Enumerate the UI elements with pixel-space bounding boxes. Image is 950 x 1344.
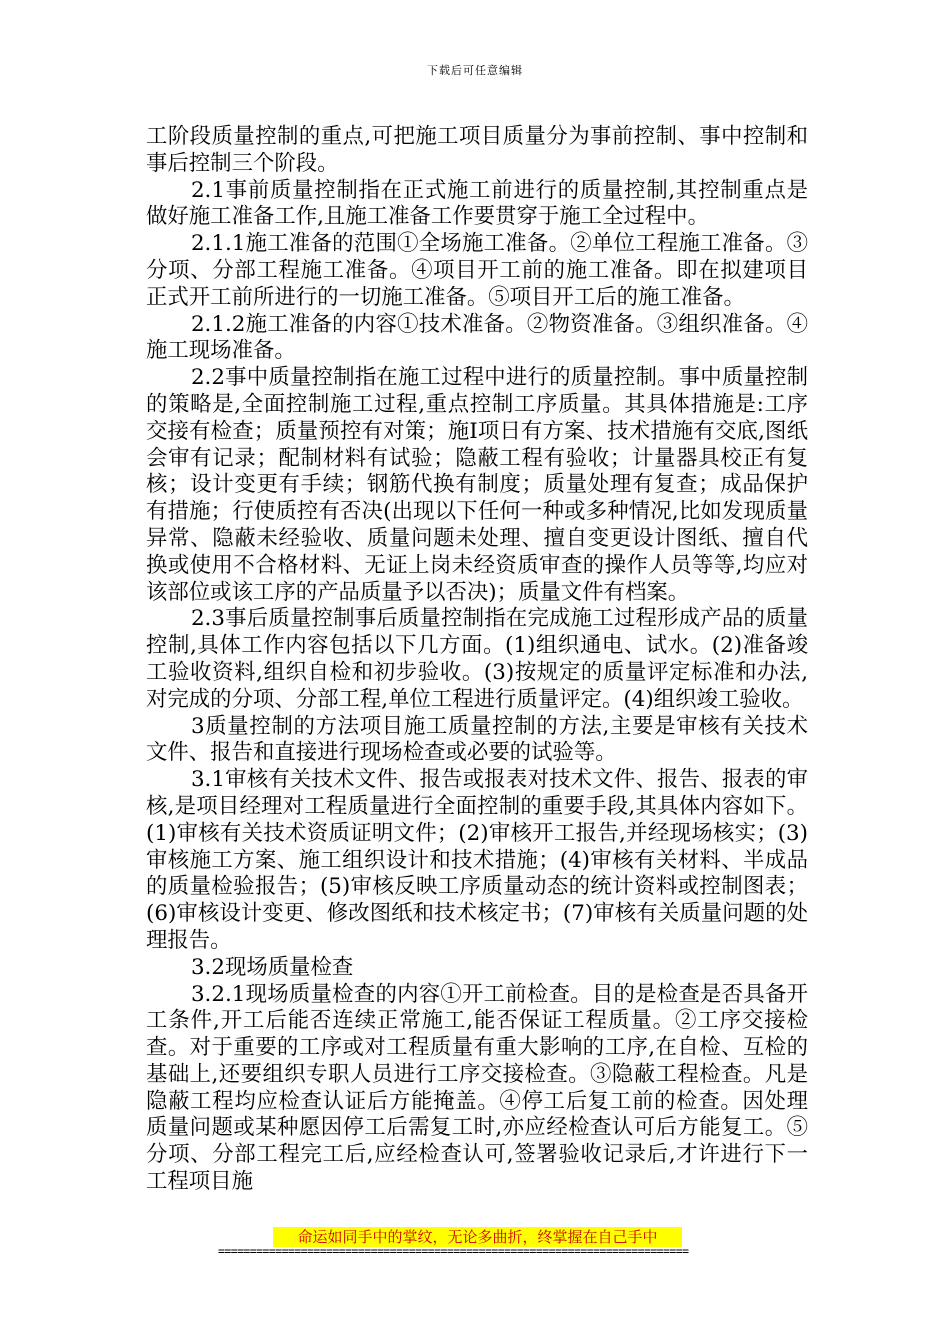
footer-banner: 命运如同手中的掌纹，无论多曲折，终掌握在自己手中 <box>273 1227 682 1247</box>
paragraph-3-1: 3.1审核有关技术文件、报告或报表对技术文件、报告、报表的审核,是项目经理对工程质量进行全面控制的重要手段,其具体内容如下。(1)审核有关技术资质证明文件；(2)审核开工报告,并经现场核实；(3)审核施工方案、施工组织设计和技术措施；(4)审核有关材料、半成品的质量检验报告；(5)审核反映工序质量动态的统计资料或控制图表；(6)审核设计变更、修改图纸和技术核定书；(7)审核有关质量问题的处理报告。 <box>146 767 808 953</box>
paragraph-3-2: 3.2现场质量检查 <box>190 954 354 980</box>
paragraph-2-1: 2.1事前质量控制指在正式施工前进行的质量控制,其控制重点是做好施工准备工作,且施工准备工作要贯穿于施工全过程中。 <box>146 177 808 230</box>
header-note: 下载后可任意编辑 <box>427 64 523 77</box>
paragraph-2-1-2: 2.1.2施工准备的内容①技术准备。②物资准备。③组织准备。④施工现场准备。 <box>146 311 808 364</box>
footer-divider: ========================================================================== <box>218 1244 689 1258</box>
paragraph-3-2-1: 3.2.1现场质量检查的内容①开工前检查。目的是检查是否具备开工条件,开工后能否连续正常施工,能否保证工程质量。②工序交接检查。对于重要的工序或对工程质量有重大影响的工序,在自检、互检的基础上,还要组织专职人员进行工序交接检查。③隐蔽工程检查。凡是隐蔽工程均应检查认证后方能掩盖。④停工后复工前的检查。因处理质量问题或某种愿因停工后需复工时,亦应经检查认可后方能复工。⑤分项、分部工程完工后,应经检查认可,签署验收记录后,才许进行下一工程项目施 <box>146 981 808 1195</box>
paragraph-continuation: 工阶段质量控制的重点,可把施工项目质量分为事前控制、事中控制和事后控制三个阶段。 <box>146 124 808 176</box>
paragraph-2-2: 2.2事中质量控制指在施工过程中进行的质量控制。事中质量控制的策略是,全面控制施工过程,重点控制工序质量。其具体措施是:工序交接有检查；质量预控有对策；施Ⅰ项日有方案、技术措施有交底,图纸会审有记录；配制材料有试验；隐蔽工程有验收；计量器具校正有复核；设计变更有手续；钢筋代换有制度；质量处理有复查；成品保护有措施；行使质控有否决(出现以下任何一种或多种情况,比如发现质量异常、隐蔽未经验收、质量问题未处理、擅自变更设计图纸、擅自代换或使用不合格材料、无证上岗未经资质审查的操作人员等等,均应对该部位或该工序的产品质量予以否决)；质量文件有档案。 <box>146 365 808 605</box>
paragraph-3: 3质量控制的方法项目施工质量控制的方法,主要是审核有关技术文件、报告和直接进行现场检查或必要的试验等。 <box>146 713 808 766</box>
paragraph-2-3: 2.3事后质量控制事后质量控制指在完成施工过程形成产品的质量控制,具体工作内容包括以下几方面。(1)组织通电、试水。(2)准备竣工验收资料,组织自检和初步验收。(3)按规定的质量评定标准和办法,对完成的分项、分部工程,单位工程进行质量评定。(4)组织竣工验收。 <box>146 606 808 712</box>
document-body <box>146 124 808 1196</box>
paragraph-2-1-1: 2.1.1施工准备的范围①全场施工准备。②单位工程施工准备。③分项、分部工程施工准备。④项目开工前的施工准备。即在拟建项目正式开工前所进行的一切施工准备。⑤项目开工后的施工准备。 <box>146 231 808 310</box>
